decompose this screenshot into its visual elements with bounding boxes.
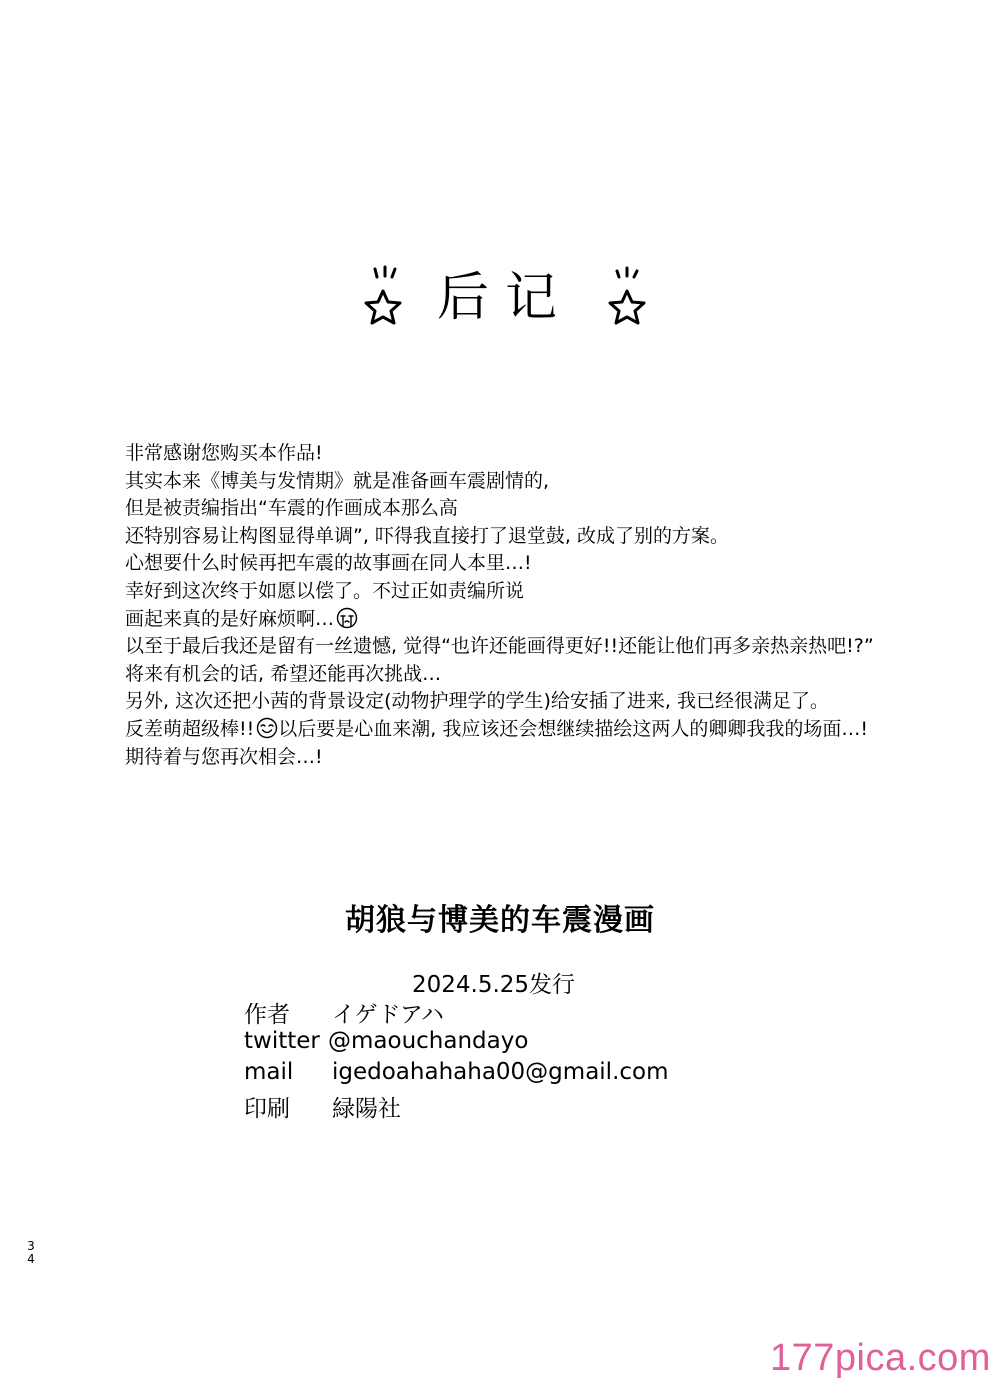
afterword-title: 后记: [436, 268, 573, 328]
twitter-label: twitter: [244, 1028, 320, 1054]
mail-label: mail: [244, 1059, 294, 1085]
mail-address: igedoahahaha00@gmail.com: [332, 1059, 669, 1085]
afterword-line: 非常感谢您购买本作品!: [125, 442, 323, 464]
afterword-line: 还特别容易让构图显得单调”, 吓得我直接打了退堂鼓, 改成了别的方案。: [125, 524, 730, 547]
afterword-heading: [340, 258, 670, 338]
smiling-face-icon: [256, 717, 278, 739]
afterword-line-text: 反差萌超级棒!!: [125, 717, 255, 740]
afterword-line: 期待着与您再次相会…!: [125, 745, 323, 768]
afterword-line-with-emoji: [125, 606, 925, 634]
author-value: イゲドアハ: [332, 1002, 445, 1028]
page-number: 34: [27, 1239, 35, 1266]
afterword-line: 心想要什么时候再把车震的故事画在同人本里…!: [125, 552, 532, 575]
afterword-line: 幸好到这次终于如愿以偿了。不过正如责编所说: [125, 579, 525, 602]
colophon-mail-row: [244, 1059, 669, 1085]
afterword-line: 其实本来《博美与发情期》就是准备画车震剧情的,: [125, 469, 550, 492]
colophon-twitter-row: [244, 1028, 529, 1054]
star-sparkle-icon: [599, 263, 655, 333]
afterword-line: 以至于最后我还是留有一丝遗憾, 觉得“也许还能画得更好!!还能让他们再多亲热亲热吧!?”: [125, 635, 874, 658]
afterword-line-text: 以后要是心血来潮, 我应该还会想继续描绘这两人的卿卿我我的场面…!: [278, 717, 868, 740]
publish-date: 2024.5.25发行: [412, 972, 576, 998]
afterword-line: 将来有机会的话, 希望还能再次挑战…: [125, 662, 442, 685]
afterword-line: 另外, 这次还把小茜的背景设定(动物护理学的学生)给安插了进来, 我已经很满足了。: [125, 690, 829, 713]
author-label: 作者: [244, 1002, 290, 1028]
star-sparkle-icon: [355, 263, 411, 333]
crying-face-icon: [336, 607, 358, 629]
colophon-print-row: [244, 1090, 401, 1123]
afterword-line-with-emoji: [125, 716, 925, 744]
afterword-body: [125, 440, 925, 771]
afterword-line: 但是被责编指出“车震的作画成本那么高: [125, 497, 458, 520]
site-watermark: 177pica.com: [770, 1337, 991, 1379]
book-title: 胡狼与博美的车震漫画: [345, 903, 655, 938]
afterword-line-text: 画起来真的是好麻烦啊…: [125, 607, 335, 630]
colophon-author-row: [244, 996, 445, 1029]
print-label: 印刷: [244, 1096, 290, 1122]
twitter-handle: @maouchandayo: [328, 1028, 529, 1054]
print-value: 緑陽社: [332, 1096, 401, 1122]
